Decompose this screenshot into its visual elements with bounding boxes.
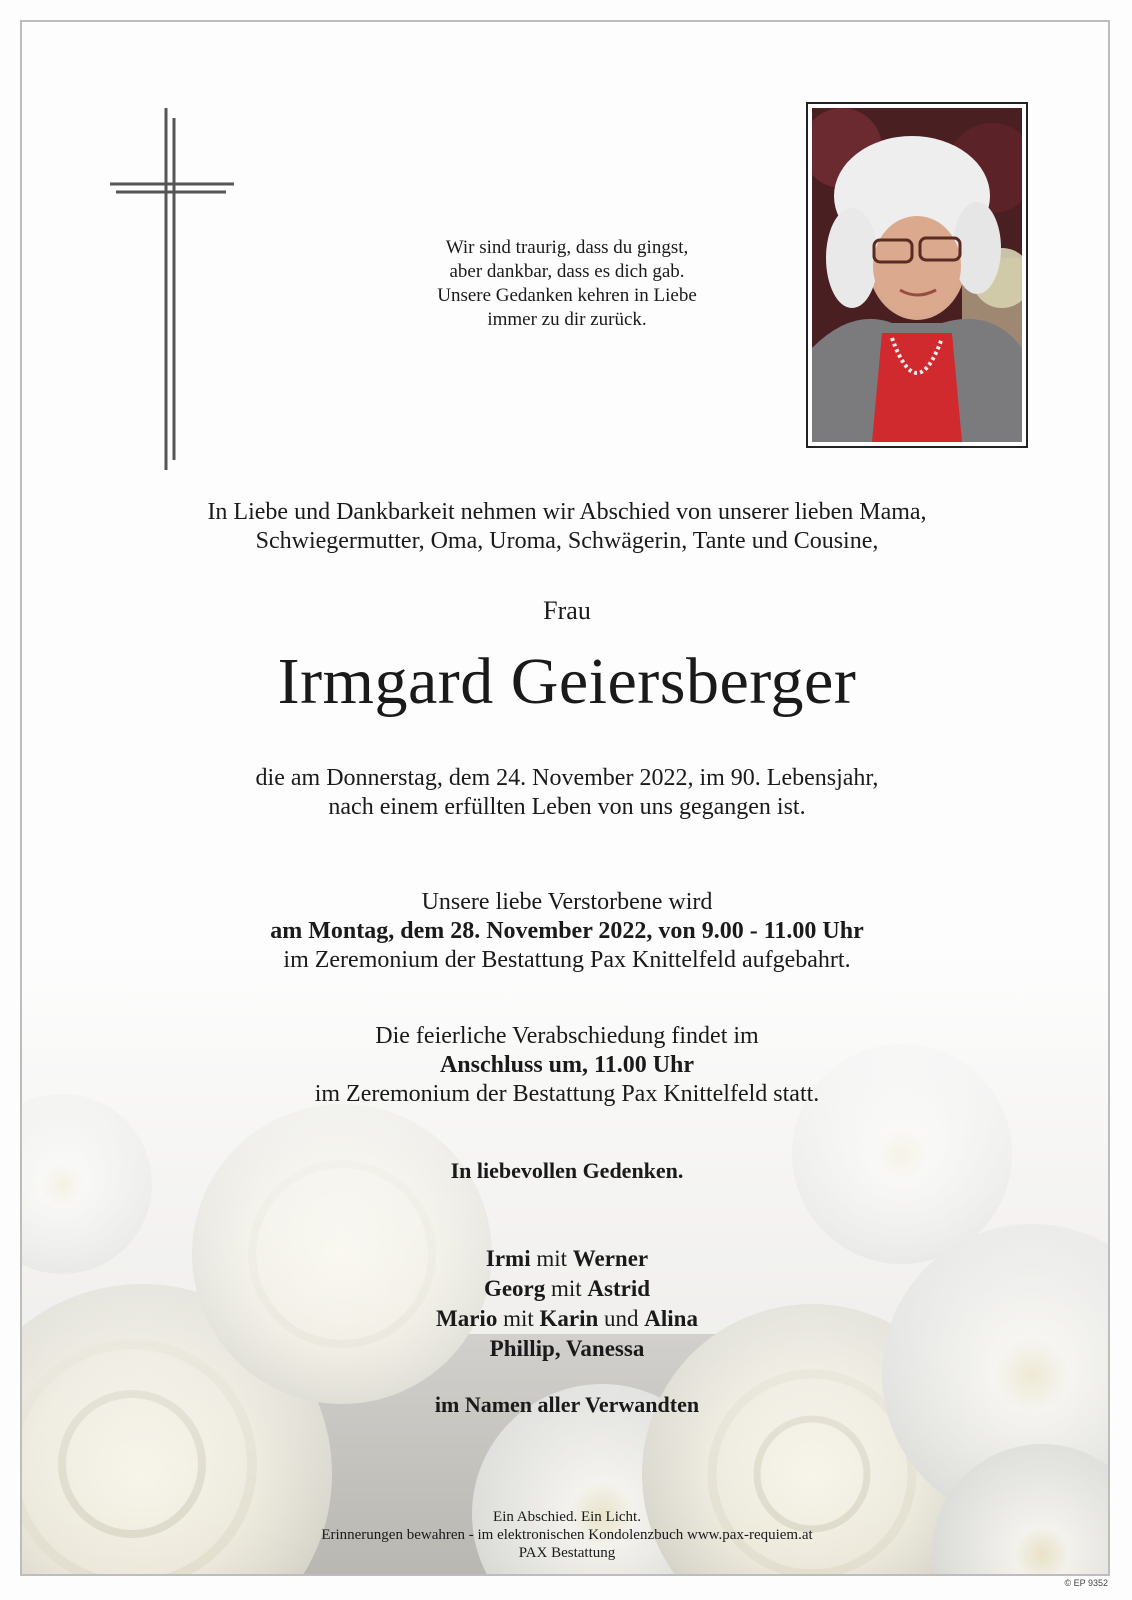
mourner-name: Irmi <box>485 1246 531 1271</box>
mourner-name: Alina <box>644 1306 698 1331</box>
mourner-line <box>22 1274 1110 1304</box>
viewing-line: Unsere liebe Verstorbene wird <box>421 889 713 915</box>
viewing-date: am Montag, dem 28. November 2022, von 9.00 - 11.00 Uhr <box>270 918 864 944</box>
mourner-line <box>22 1334 1110 1364</box>
template-code: © EP 9352 <box>1064 1578 1108 1588</box>
footer-line: Ein Abschied. Ein Licht. <box>493 1509 641 1525</box>
quote-line: Unsere Gedanken kehren in Liebe <box>437 285 697 306</box>
mourners-list <box>22 1244 1110 1364</box>
death-notice <box>22 764 1110 822</box>
mourner-name: Karin <box>539 1306 599 1331</box>
mourner-connector: mit <box>497 1306 540 1331</box>
footer-line: Erinnerungen bewahren - im elektronischen Kondolenzbuch www.pax-requiem.at <box>321 1527 813 1543</box>
farewell-line: Die feierliche Verabschiedung findet im <box>375 1023 759 1049</box>
death-line: die am Donnerstag, dem 24. November 2022, im 90. Lebensjahr, <box>255 765 879 791</box>
farewell-location: im Zeremonium der Bestattung Pax Knittelfeld statt. <box>314 1081 820 1107</box>
relatives-line: im Namen aller Verwandten <box>434 1392 700 1417</box>
footer-line: PAX Bestattung <box>518 1545 616 1561</box>
mourner-connector: und <box>598 1306 645 1331</box>
intro-line: In Liebe und Dankbarkeit nehmen wir Abschied von unserer lieben Mama, <box>207 499 927 525</box>
obituary-card <box>20 20 1110 1576</box>
deceased-name: Irmgard Geiersberger <box>277 645 857 718</box>
salutation: Frau <box>543 596 591 625</box>
mourner-name: Mario <box>436 1306 498 1331</box>
quote-line: aber dankbar, dass es dich gab. <box>449 261 685 282</box>
mourner-name: Werner <box>572 1246 649 1271</box>
memorial-quote <box>22 236 1110 332</box>
mourner-name: Phillip, Vanessa <box>489 1336 645 1361</box>
viewing-location: im Zeremonium der Bestattung Pax Knittelfeld aufgebahrt. <box>283 947 851 973</box>
quote-line: Wir sind traurig, dass du gingst, <box>445 237 689 258</box>
viewing-details <box>22 888 1110 975</box>
mourner-line <box>22 1304 1110 1334</box>
mourner-name: Astrid <box>587 1276 651 1301</box>
death-line: nach einem erfüllten Leben von uns gegangen ist. <box>328 794 806 820</box>
farewell-time: Anschluss um, 11.00 Uhr <box>439 1052 695 1078</box>
intro-line: Schwiegermutter, Oma, Uroma, Schwägerin, Tante und Cousine, <box>255 528 879 554</box>
farewell-details <box>22 1022 1110 1109</box>
footer <box>22 1508 1110 1562</box>
intro-text <box>22 498 1110 556</box>
mourner-name: Georg <box>483 1276 546 1301</box>
mourner-connector: mit <box>530 1246 573 1271</box>
quote-line: immer zu dir zurück. <box>487 309 647 330</box>
mourner-line <box>22 1244 1110 1274</box>
mourner-connector: mit <box>545 1276 588 1301</box>
memory-line: In liebevollen Gedenken. <box>450 1158 684 1183</box>
